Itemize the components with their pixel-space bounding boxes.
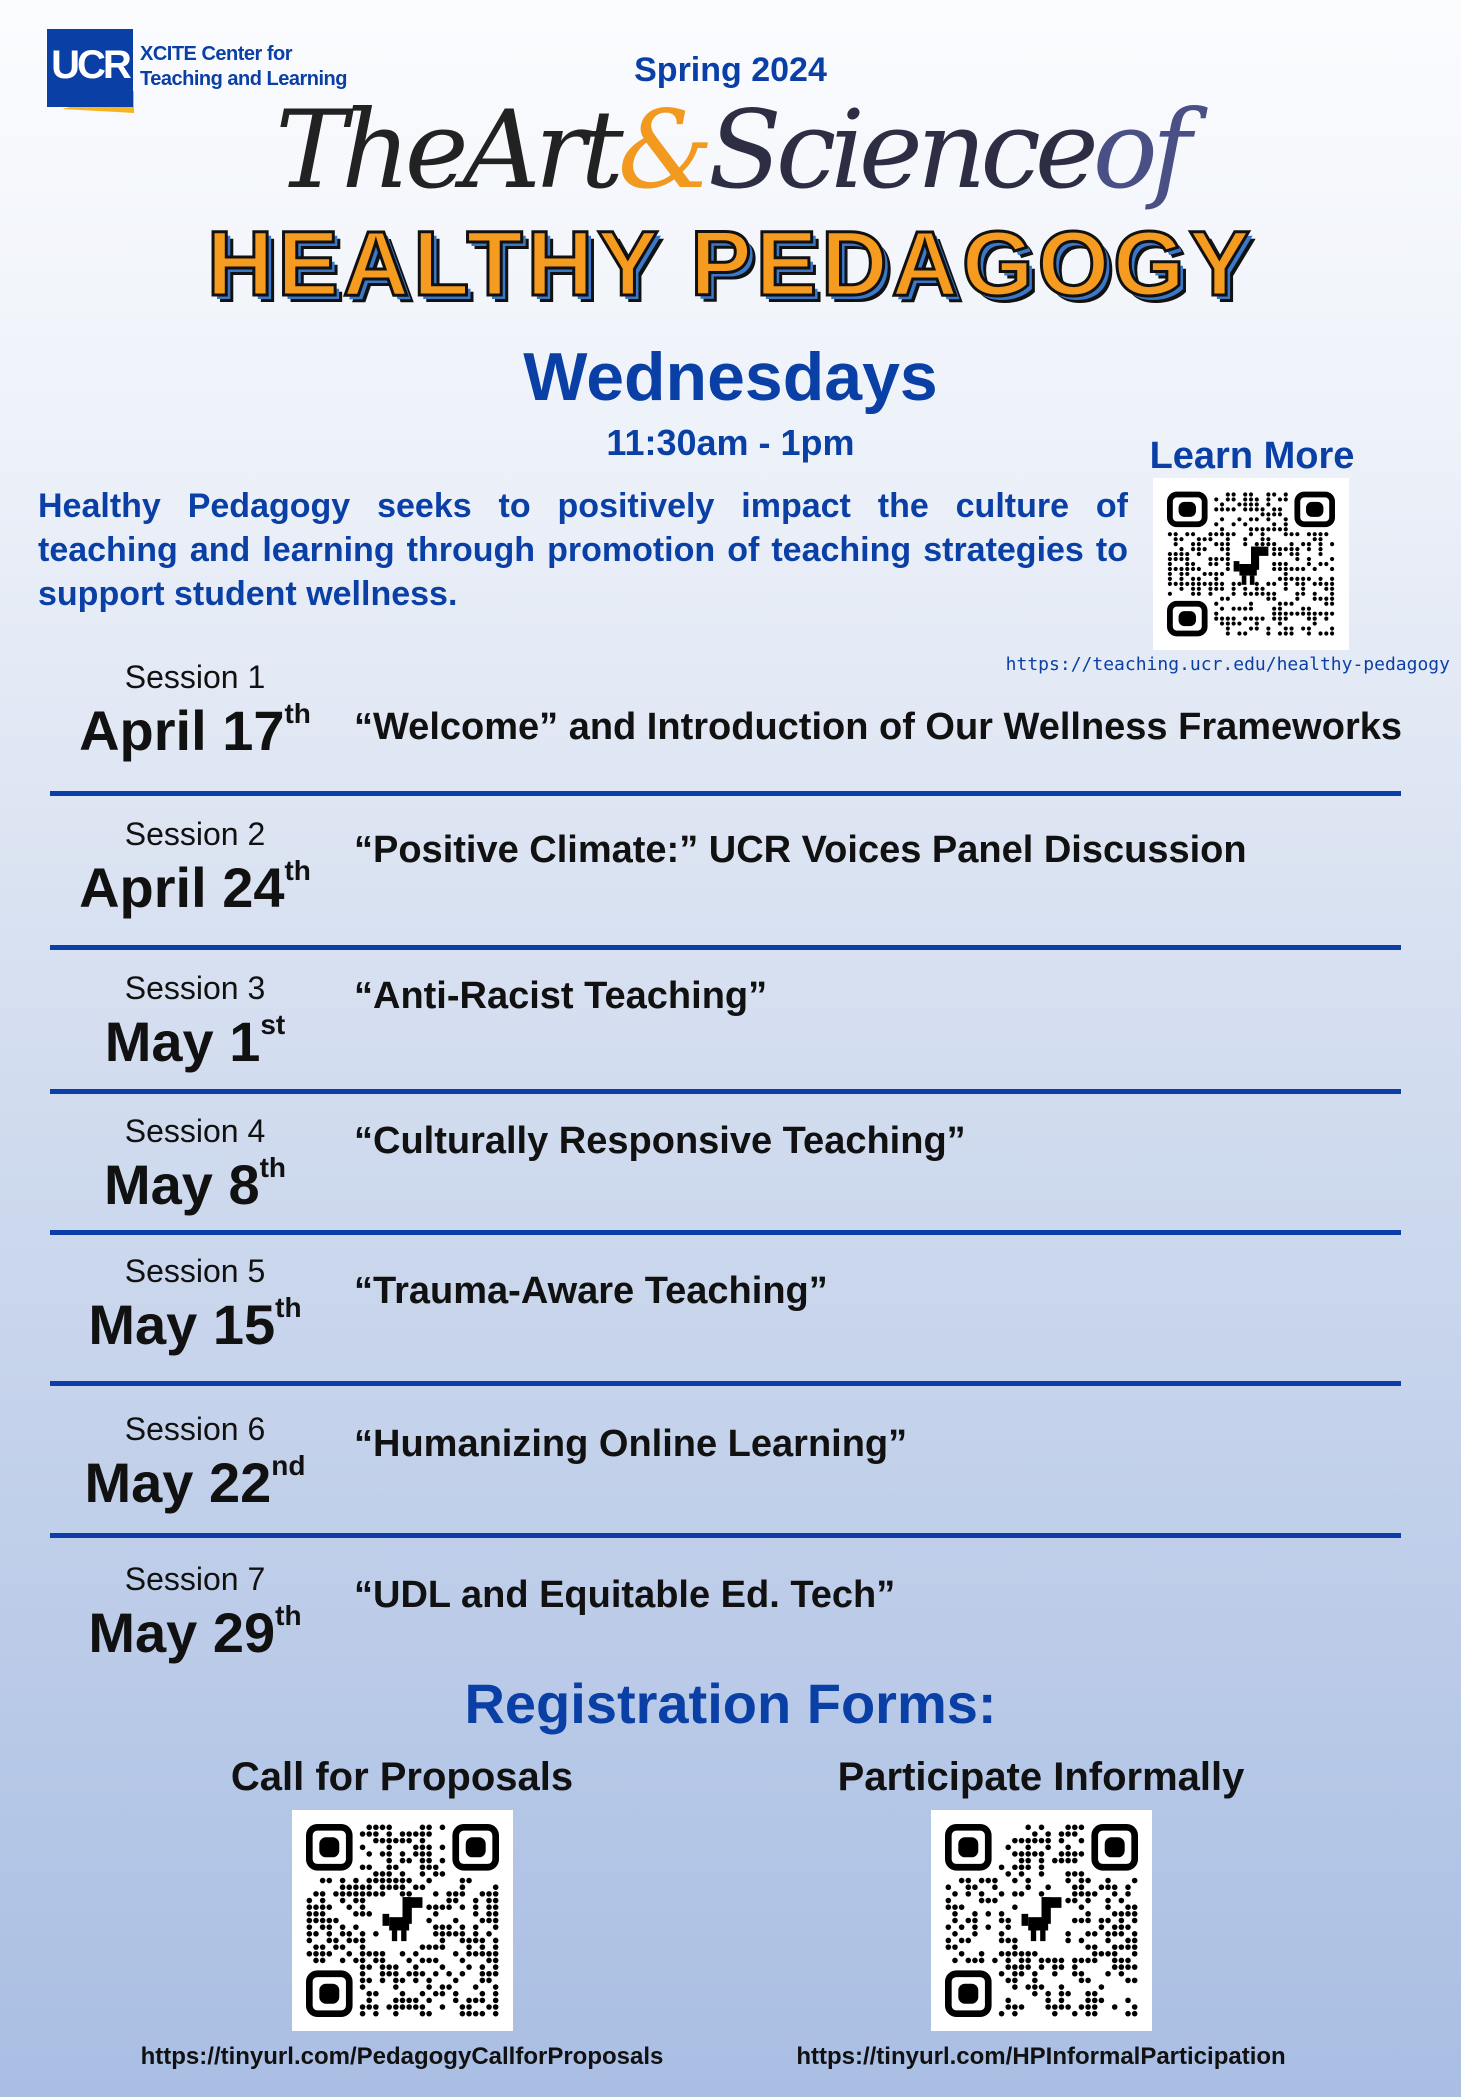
qr-code-icon (1153, 478, 1349, 650)
session-title: “UDL and Equitable Ed. Tech” (354, 1574, 896, 1616)
session-date: May 8th (103, 1152, 287, 1216)
registration-heading: Registration Forms: (464, 1672, 997, 1735)
session-label: Session 3 (124, 970, 266, 1006)
org-name: XCITE Center for Teaching and Learning (140, 43, 347, 90)
session-date: May 1st (104, 1009, 286, 1073)
session-label: Session 4 (124, 1113, 266, 1149)
divider (50, 1089, 1401, 1094)
learn-more-label: Learn More (1149, 435, 1355, 477)
session-row (0, 969, 1461, 1119)
session-date: May 29th (88, 1600, 302, 1664)
intro-text: Healthy Pedagogy seeks to positively impact the culture of teaching and learning through promotion of teaching strategies to support student wellness. (38, 487, 1128, 613)
ucr-logo: UCR (47, 29, 133, 107)
session-label: Session 5 (124, 1253, 266, 1289)
divider (50, 945, 1401, 950)
time: 11:30am - 1pm (606, 422, 855, 463)
dino-icon (383, 1897, 423, 1941)
session-label: Session 7 (124, 1561, 266, 1597)
session-date: April 24th (79, 855, 311, 919)
session-row (0, 1112, 1461, 1262)
session-row (0, 815, 1461, 965)
dino-icon (1022, 1897, 1062, 1941)
session-label: Session 2 (124, 816, 266, 852)
session-title: “Humanizing Online Learning” (354, 1423, 908, 1465)
day: Wednesdays (523, 339, 938, 415)
session-label: Session 1 (124, 659, 266, 695)
participate-informally-url[interactable]: https://tinyurl.com/HPInformalParticipation (796, 2043, 1286, 2070)
participate-informally-qr-code[interactable] (931, 1810, 1152, 2031)
qr-code-icon (931, 1810, 1152, 2031)
session-label: Session 6 (124, 1411, 266, 1447)
title-script: TheArt&Scienceof (275, 88, 1186, 213)
learn-more-url[interactable]: https://teaching.ucr.edu/healthy-pedagogy (1005, 654, 1450, 675)
dino-icon (1234, 547, 1269, 585)
session-title: “Positive Climate:” UCR Voices Panel Discussion (354, 829, 1247, 871)
session-date: May 15th (88, 1292, 302, 1356)
session-row (0, 1410, 1461, 1560)
call-for-proposals-qr-code[interactable] (292, 1810, 513, 2031)
divider (50, 1381, 1401, 1386)
form-call-for-proposals: Call for Proposals (230, 1755, 574, 1799)
divider (50, 1230, 1401, 1235)
call-for-proposals-url[interactable]: https://tinyurl.com/PedagogyCallforProposals (140, 2043, 664, 2070)
session-row (0, 658, 1461, 808)
session-row (0, 1252, 1461, 1402)
divider (50, 1533, 1401, 1538)
qr-code-icon (292, 1810, 513, 2031)
session-title: “Trauma-Aware Teaching” (354, 1270, 828, 1312)
form-participate-informally: Participate Informally (837, 1755, 1245, 1799)
learn-more-qr-code[interactable] (1153, 478, 1349, 650)
session-date: May 22nd (84, 1450, 306, 1514)
divider (50, 791, 1401, 796)
session-title: “Anti-Racist Teaching” (354, 975, 768, 1017)
title-main: HEALTHY PEDAGOGY (206, 213, 1255, 315)
term: Spring 2024 (634, 51, 827, 89)
session-date: April 17th (79, 698, 311, 762)
session-title: “Culturally Responsive Teaching” (354, 1120, 966, 1162)
session-title: “Welcome” and Introduction of Our Wellness Frameworks (354, 706, 1403, 748)
